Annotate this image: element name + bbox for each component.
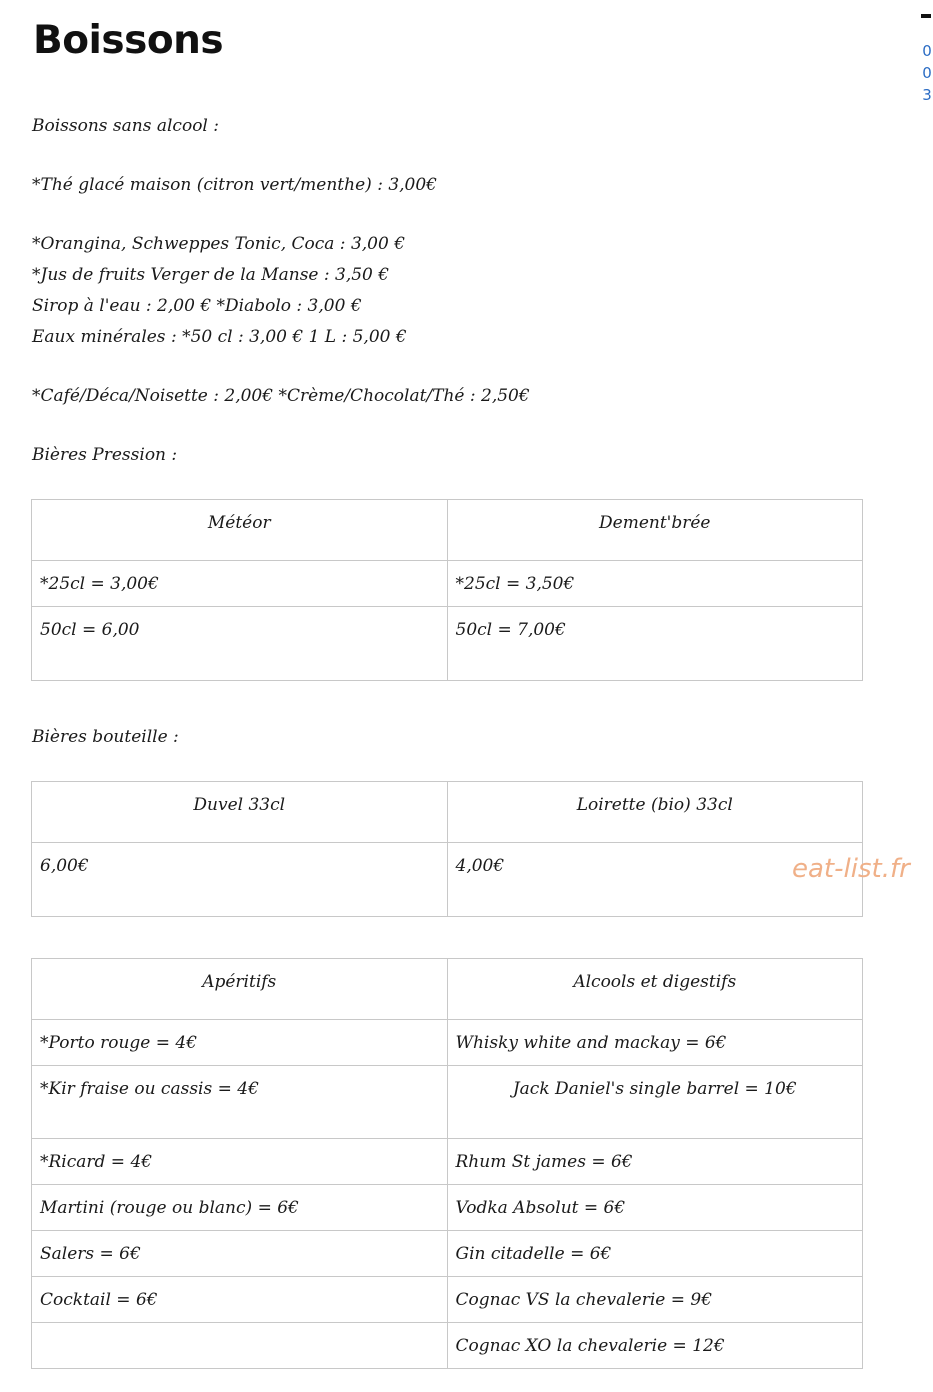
side-digit: 0: [922, 42, 932, 60]
table-header-cell: Dement'brée: [447, 500, 863, 561]
table-cell: 4,00€: [447, 843, 863, 917]
table-row: [32, 1277, 863, 1323]
table-cell: Cognac VS la chevalerie = 9€: [447, 1277, 863, 1323]
alcool-table: [31, 958, 863, 1369]
table-row: [32, 843, 863, 917]
table-cell: Whisky white and mackay = 6€: [447, 1020, 863, 1066]
table-cell: Gin citadelle = 6€: [447, 1231, 863, 1277]
watermark: eat-list.fr: [792, 854, 910, 884]
table-row: [32, 1231, 863, 1277]
bouteille-table: [31, 781, 863, 917]
side-digit: 3: [922, 86, 932, 104]
menu-line-sirop: Sirop à l'eau : 2,00 € *Diabolo : 3,00 €: [32, 296, 362, 316]
table-row: [32, 607, 863, 681]
menu-line-cafe: *Café/Déca/Noisette : 2,00€ *Crème/Chocolat/Thé : 2,50€: [32, 386, 530, 406]
table-cell: 50cl = 7,00€: [447, 607, 863, 681]
table-header-cell: Alcools et digestifs: [447, 959, 863, 1020]
table-cell: *Kir fraise ou cassis = 4€: [32, 1066, 448, 1139]
table-cell: *Ricard = 4€: [32, 1139, 448, 1185]
menu-line-orangina: *Orangina, Schweppes Tonic, Coca : 3,00 €: [32, 234, 406, 254]
table-header-row: [32, 500, 863, 561]
table-cell: 6,00€: [32, 843, 448, 917]
table-row: [32, 1323, 863, 1369]
section-bieres-pression: Bières Pression :: [32, 445, 178, 465]
table-cell: [32, 1323, 448, 1369]
table-cell: *Porto rouge = 4€: [32, 1020, 448, 1066]
table-cell: Vodka Absolut = 6€: [447, 1185, 863, 1231]
menu-line-the-glace: *Thé glacé maison (citron vert/menthe) : 3,00€: [32, 175, 437, 195]
table-cell: Salers = 6€: [32, 1231, 448, 1277]
table-cell: *25cl = 3,50€: [447, 561, 863, 607]
table-row: [32, 1139, 863, 1185]
table-cell: 50cl = 6,00: [32, 607, 448, 681]
table-cell: Jack Daniel's single barrel = 10€: [447, 1066, 863, 1139]
section-bieres-bouteille: Bières bouteille :: [32, 727, 179, 747]
table-header-row: [32, 959, 863, 1020]
side-counter: [921, 14, 933, 106]
table-header-cell: Apéritifs: [32, 959, 448, 1020]
table-header-cell: Météor: [32, 500, 448, 561]
table-row: [32, 1066, 863, 1139]
table-cell: Rhum St james = 6€: [447, 1139, 863, 1185]
section-sans-alcool: Boissons sans alcool :: [32, 116, 219, 136]
table-row: [32, 561, 863, 607]
table-header-row: [32, 782, 863, 843]
table-row: [32, 1185, 863, 1231]
table-cell: Martini (rouge ou blanc) = 6€: [32, 1185, 448, 1231]
table-cell: Cognac XO la chevalerie = 12€: [447, 1323, 863, 1369]
menu-line-eaux: Eaux minérales : *50 cl : 3,00 € 1 L : 5,00 €: [32, 327, 407, 347]
table-header-cell: Duvel 33cl: [32, 782, 448, 843]
table-header-cell: Loirette (bio) 33cl: [447, 782, 863, 843]
table-cell: Cocktail = 6€: [32, 1277, 448, 1323]
pression-table: [31, 499, 863, 681]
menu-line-jus: *Jus de fruits Verger de la Manse : 3,50 €: [32, 265, 390, 285]
table-cell: *25cl = 3,00€: [32, 561, 448, 607]
page-title: Boissons: [33, 18, 224, 63]
side-bar: [921, 14, 931, 18]
side-digit: 0: [922, 64, 932, 82]
table-row: [32, 1020, 863, 1066]
